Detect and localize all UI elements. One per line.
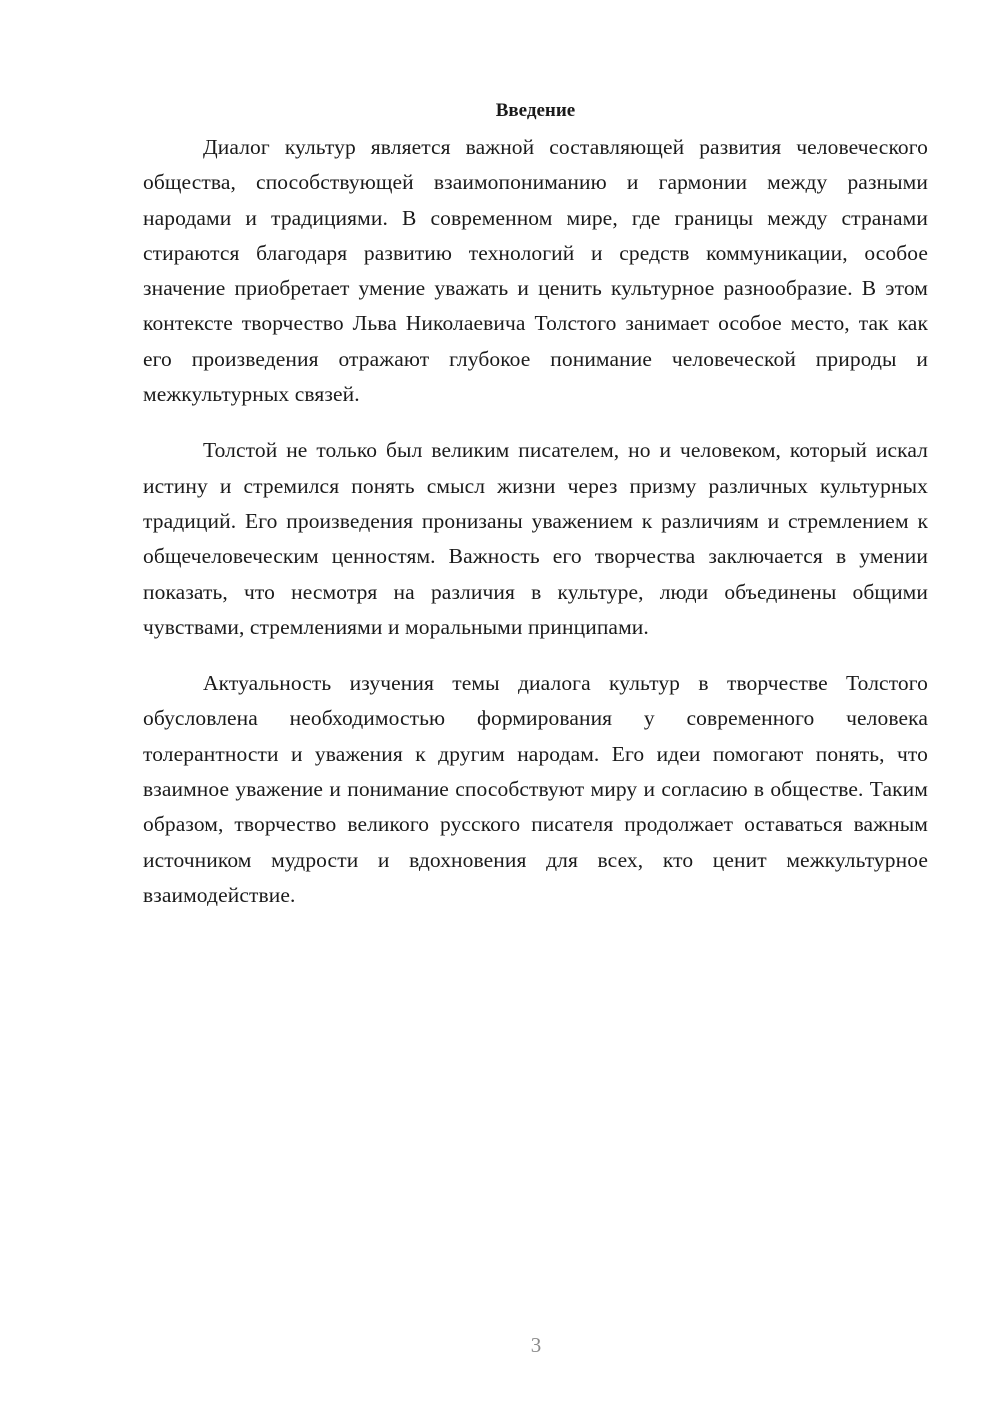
- page-number: 3: [530, 1333, 542, 1357]
- page-content: [143, 96, 928, 934]
- paragraph-1: Диалог культур является важной составляющей развития человеческого общества, способствующей взаимопониманию и гармонии между разными народами и традициями. В современном мире, где границы между странами стираются благодаря развитию технологий и средств коммуникации, особое значение приобретает умение уважать и ценить культурное разнообразие. В этом контексте творчество Льва Николаевича Толстого занимает особое место, так как его произведения отражают глубокое понимание человеческой природы и межкультурных связей.: [143, 135, 928, 407]
- paragraph-3: Актуальность изучения темы диалога культур в творчестве Толстого обусловлена необходимостью формирования у современного человека толерантности и уважения к другим народам. Его идеи помогают понять, что взаимное уважение и понимание способствуют миру и согласию в обществе. Таким образом, творчество великого русского писателя продолжает оставаться важным источником мудрости и вдохновения для всех, кто ценит межкультурное взаимодействие.: [143, 671, 928, 907]
- section-heading: Введение: [495, 100, 576, 121]
- paragraph-2: Толстой не только был великим писателем, но и человеком, который искал истину и стремился понять смысл жизни через призму различных культурных традиций. Его произведения пронизаны уважением к различиям и стремлением к общечеловеческим ценностям. Важность его творчества заключается в умении показать, что несмотря на различия в культуре, люди объединены общими чувствами, стремлениями и моральными принципами.: [143, 438, 928, 639]
